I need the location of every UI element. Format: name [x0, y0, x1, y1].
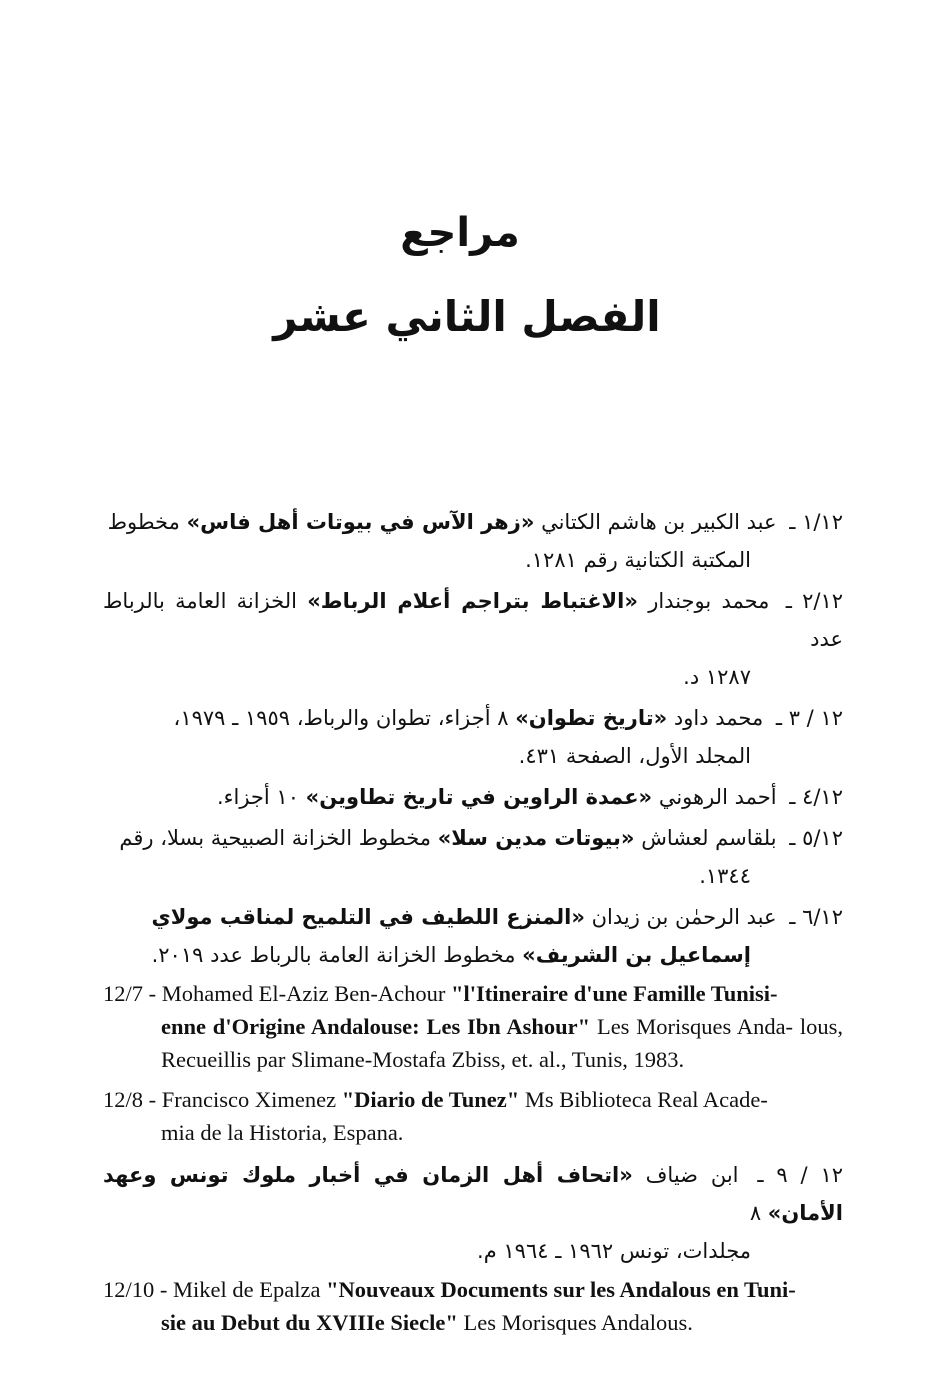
reference-item: [103, 898, 843, 974]
reference-author: عبد الرحمٰن بن زيدان: [591, 905, 777, 929]
reference-author: Francisco Ximenez: [161, 1087, 337, 1112]
reference-continuation: [103, 936, 843, 974]
reference-author: Mikel de Epalza: [173, 1277, 321, 1302]
reference-title: "l'Itineraire d'une Famille Tunisi-: [451, 981, 778, 1006]
reference-item: [103, 582, 843, 696]
reference-item: [103, 1083, 843, 1149]
reference-title-continued: إسماعيل بن الشريف»: [522, 943, 751, 967]
reference-author: محمد داود: [673, 706, 764, 730]
reference-number: ٢/١٢ ـ: [785, 589, 844, 613]
reference-number: ١٢ / ٩ ـ: [757, 1163, 843, 1187]
reference-item: [103, 1273, 843, 1339]
reference-title: «المنزع اللطيف في التلميح لمناقب مولاي: [151, 905, 585, 929]
reference-details: ٨ أجزاء، تطوان والرباط، ١٩٥٩ ـ ١٩٧٩،: [173, 706, 509, 730]
page-title: مراجع: [400, 210, 520, 256]
reference-title: «تاريخ تطوان»: [515, 706, 668, 730]
reference-author: بلقاسم لعشاش: [641, 826, 777, 850]
reference-details: Les Morisques Andalous.: [463, 1310, 693, 1335]
reference-number: 12/10 -: [103, 1277, 168, 1302]
reference-title: «عمدة الراوين في تاريخ تطاوين»: [305, 785, 653, 809]
reference-item: [103, 699, 843, 775]
reference-author: Mohamed El-Aziz Ben-Achour: [161, 981, 446, 1006]
reference-details: Ms Biblioteca Real Acade-: [524, 1087, 768, 1112]
reference-number: 12/7 -: [103, 981, 157, 1006]
reference-details: الخزانة العامة بالرباط عدد: [103, 589, 843, 651]
reference-continuation: مجلدات، تونس ١٩٦٢ ـ ١٩٦٤ م.: [477, 1239, 751, 1263]
reference-title: "Nouveaux Documents sur les Andalous en Tuni-: [326, 1277, 796, 1302]
reference-details: ١٠ أجزاء.: [216, 785, 299, 809]
reference-details-continued: lous, Recueillis par Slimane-Mostafa Zbiss, et. al., Tunis, 1983.: [161, 1014, 843, 1072]
reference-title: «زهر الآس في بيوتات أهل فاس»: [186, 510, 535, 534]
reference-title: "Diario de Tunez": [341, 1087, 520, 1112]
reference-title-continued: enne d'Origine Andalouse: Les Ibn Ashour": [161, 1014, 591, 1039]
reference-continuation: [103, 1010, 843, 1076]
reference-number: ١٢ / ٣ ـ: [775, 706, 843, 730]
reference-item: [103, 977, 843, 1076]
references-list: [103, 503, 843, 1339]
reference-details: مخطوط الخزانة الصبيحية بسلا، رقم: [119, 826, 432, 850]
reference-item: [103, 819, 843, 895]
reference-number: ٥/١٢ ـ: [789, 826, 843, 850]
reference-number: ١/١٢ ـ: [789, 510, 843, 534]
reference-number: 12/8 -: [103, 1087, 157, 1112]
reference-details: مخطوط الخزانة العامة بالرباط عدد ٢٠١٩.: [151, 943, 516, 967]
reference-author: عبد الكبير بن هاشم الكتاني: [541, 510, 777, 534]
reference-continuation: ١٣٤٤.: [699, 864, 751, 888]
reference-item: [103, 503, 843, 579]
reference-continuation: المجلد الأول، الصفحة ٤٣١.: [518, 744, 751, 768]
chapter-subtitle: الفصل الثاني عشر: [273, 292, 661, 341]
reference-continuation: [103, 1306, 843, 1339]
reference-title: «اتحاف أهل الزمان في أخبار ملوك تونس وعهد الأمان»: [103, 1163, 843, 1225]
reference-author: ابن ضياف: [645, 1163, 739, 1187]
reference-title: «الاغتباط بتراجم أعلام الرباط»: [307, 589, 638, 613]
reference-item: [103, 1156, 843, 1270]
reference-title: «بيوتات مدين سلا»: [437, 826, 635, 850]
reference-continuation: ١٢٨٧ د.: [683, 665, 751, 689]
reference-details: مخطوط: [107, 510, 180, 534]
reference-title-continued: sie au Debut du XVIIIe Siecle": [161, 1310, 458, 1335]
reference-author: أحمد الرهوني: [658, 785, 777, 809]
reference-number: ٦/١٢ ـ: [789, 905, 843, 929]
reference-continuation: المكتبة الكتانية رقم ١٢٨١.: [525, 548, 751, 572]
reference-item: [103, 778, 843, 816]
reference-author: محمد بوجندار: [648, 589, 770, 613]
reference-number: ٤/١٢ ـ: [789, 785, 843, 809]
reference-details: Les Morisques Anda-: [596, 1014, 794, 1039]
reference-details: ٨: [749, 1201, 762, 1225]
reference-continuation: mia de la Historia, Espana.: [161, 1120, 404, 1145]
